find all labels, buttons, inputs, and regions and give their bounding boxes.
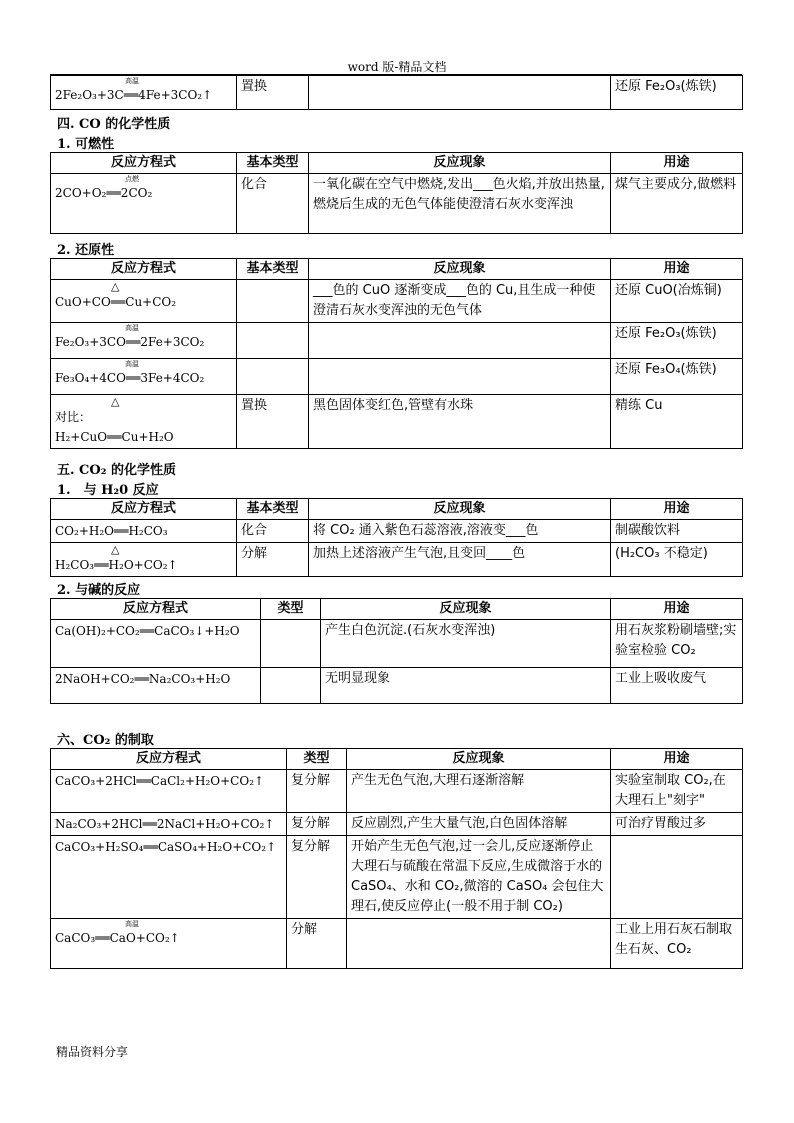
reaction-condition: 高温: [125, 324, 139, 332]
equation-cell: [51, 323, 237, 359]
equation-cell: [51, 174, 237, 234]
col-header-phenomenon: 反应现象: [309, 153, 611, 174]
use-cell: 煤气主要成分,做燃料: [611, 174, 743, 234]
subsection-title: 1. 可燃性: [57, 137, 115, 152]
reaction-condition: 点燃: [125, 175, 139, 183]
equation-cell: [51, 620, 261, 668]
col-header-use: 用途: [611, 499, 743, 520]
use-cell: 还原 Fe₃O₄(炼铁): [611, 359, 743, 395]
equation-text: Ca(OH)₂+CO₂══CaCO₃↓+H₂O: [55, 624, 240, 638]
use-cell: 还原 CuO(冶炼铜): [611, 280, 743, 323]
preparation-table: [50, 748, 743, 969]
table-header-row: [51, 499, 743, 520]
type-cell: 化合: [237, 520, 309, 543]
equation-text: CuO+CO══Cu+CO₂: [55, 295, 177, 309]
equation-text: H₂CO₃══H₂O+CO₂↑: [55, 558, 178, 572]
col-header-type: 类型: [287, 749, 347, 770]
table-row: [51, 668, 743, 704]
table-row: [51, 323, 743, 359]
phenomenon-cell: 将 CO₂ 通入紫色石蕊溶液,溶液变___色: [309, 520, 611, 543]
table-row: [51, 813, 743, 836]
phenomenon-cell: 黑色固体变红色,管壁有水珠: [309, 395, 611, 449]
phenomenon-cell: 加热上述溶液产生气泡,且变回____色: [309, 543, 611, 577]
equation-cell: [51, 919, 287, 969]
type-cell: 置换: [237, 76, 309, 110]
col-header-type: 基本类型: [237, 499, 309, 520]
col-header-use: 用途: [611, 153, 743, 174]
type-cell: [237, 323, 309, 359]
table-row: [51, 359, 743, 395]
type-cell: [261, 668, 321, 704]
equation-text: 2CO+O₂══2CO₂: [55, 186, 153, 200]
page-footer: 精品资料分享: [56, 1045, 129, 1059]
phenomenon-cell: 产生无色气泡,大理石逐渐溶解: [347, 770, 611, 813]
equation-text: Fe₂O₃+3CO══2Fe+3CO₂: [55, 335, 205, 349]
col-header-equation: 反应方程式: [51, 599, 261, 620]
equation-cell: [51, 395, 237, 449]
use-cell: (H₂CO₃ 不稳定): [611, 543, 743, 577]
phenomenon-cell: [309, 359, 611, 395]
equation-text: CO₂+H₂O══H₂CO₃: [55, 524, 168, 538]
reaction-condition: △: [111, 543, 120, 556]
table-row: [51, 520, 743, 543]
equation-text: CaCO₃+H₂SO₄══CaSO₄+H₂O+CO₂↑: [55, 840, 277, 854]
reaction-condition: △: [111, 395, 120, 408]
reaction-condition: △: [111, 280, 120, 293]
equation-cell: [51, 359, 237, 395]
col-header-equation: 反应方程式: [51, 499, 237, 520]
phenomenon-cell: [309, 323, 611, 359]
type-cell: 分解: [237, 543, 309, 577]
section-title: 五. CO₂ 的化学性质: [57, 463, 176, 478]
use-cell: [611, 836, 743, 919]
equation-text: 2NaOH+CO₂══Na₂CO₃+H₂O: [55, 672, 231, 686]
reaction-condition: 高温: [125, 360, 139, 368]
phenomenon-cell: 开始产生无色气泡,过一会儿,反应逐渐停止 大理石与硫酸在常温下反应,生成微溶于水的 CaSO₄、水和 CO₂,微溶的 CaSO₄ 会包住大理石,使反应停止(一般不用于制 CO₂): [347, 836, 611, 919]
table-row: [51, 543, 743, 577]
use-cell: 制碳酸饮料: [611, 520, 743, 543]
table-header-row: [51, 599, 743, 620]
subsection-title: 1. 与 H₂0 反应: [57, 483, 159, 498]
col-header-use: 用途: [611, 599, 743, 620]
col-header-type: 基本类型: [237, 259, 309, 280]
equation-cell: [51, 836, 287, 919]
table-row: [51, 770, 743, 813]
phenomenon-cell: [347, 919, 611, 969]
phenomenon-cell: 产生白色沉淀.(石灰水变浑浊): [321, 620, 611, 668]
use-cell: 可治疗胃酸过多: [611, 813, 743, 836]
phenomenon-cell: 一氧化碳在空气中燃烧,发出___色火焰,并放出热量,燃烧后生成的无色气体能使澄清石灰水变浑浊: [309, 174, 611, 234]
col-header-type: 类型: [261, 599, 321, 620]
reaction-condition: 高温: [125, 920, 139, 928]
section-title: 六、CO₂ 的制取: [57, 733, 154, 748]
col-header-equation: 反应方程式: [51, 259, 237, 280]
equation-text: 对比： H₂+CuO══Cu+H₂O: [55, 410, 174, 444]
col-header-phenomenon: 反应现象: [309, 259, 611, 280]
table-row: [51, 836, 743, 919]
col-header-use: 用途: [611, 749, 743, 770]
col-header-use: 用途: [611, 259, 743, 280]
equation-cell: [51, 813, 287, 836]
use-cell: 还原 Fe₂O₃(炼铁): [611, 76, 743, 110]
equation-cell: [51, 543, 237, 577]
equation-text: CaCO₃+2HCl══CaCl₂+H₂O+CO₂↑: [55, 774, 265, 788]
type-cell: 复分解: [287, 813, 347, 836]
type-cell: [237, 280, 309, 323]
equation-text: CaCO₃══CaO+CO₂↑: [55, 931, 180, 945]
equation-text: Na₂CO₃+2HCl══2NaCl+H₂O+CO₂↑: [55, 817, 275, 831]
table-header-row: [51, 259, 743, 280]
phenomenon-cell: [309, 76, 611, 110]
col-header-type: 基本类型: [237, 153, 309, 174]
reduction-table: [50, 258, 743, 449]
use-cell: 实验室制取 CO₂,在大理石上"刻字": [611, 770, 743, 813]
table-row: [51, 919, 743, 969]
phenomenon-cell: 反应剧烈,产生大量气泡,白色固体溶解: [347, 813, 611, 836]
col-header-phenomenon: 反应现象: [347, 749, 611, 770]
type-cell: [237, 359, 309, 395]
col-header-equation: 反应方程式: [51, 153, 237, 174]
equation-cell: 高温 2Fe₂O₃+3C══4Fe+3CO₂↑: [51, 76, 237, 110]
equation-text: Fe₃O₄+4CO══3Fe+4CO₂: [55, 371, 205, 385]
col-header-equation: 反应方程式: [51, 749, 287, 770]
use-cell: 工业上用石灰石制取生石灰、CO₂: [611, 919, 743, 969]
table-row: [51, 174, 743, 234]
table-header-row: [51, 153, 743, 174]
table-row: [51, 620, 743, 668]
continuation-table: [50, 75, 743, 110]
type-cell: 复分解: [287, 836, 347, 919]
type-cell: 复分解: [287, 770, 347, 813]
combustion-table: [50, 152, 743, 234]
table-row: [51, 76, 743, 110]
equation-cell: [51, 520, 237, 543]
table-row: [51, 280, 743, 323]
equation-cell: [51, 280, 237, 323]
table-header-row: [51, 749, 743, 770]
subsection-title: 2. 还原性: [57, 243, 115, 258]
use-cell: 精练 Cu: [611, 395, 743, 449]
col-header-phenomenon: 反应现象: [309, 499, 611, 520]
equation-cell: [51, 770, 287, 813]
equation-cell: [51, 668, 261, 704]
table-row: [51, 395, 743, 449]
col-header-phenomenon: 反应现象: [321, 599, 611, 620]
phenomenon-cell: ___色的 CuO 逐渐变成___色的 Cu,且生成一种使澄清石灰水变浑浊的无色气体: [309, 280, 611, 323]
use-cell: 用石灰浆粉刷墙壁;实验室检验 CO₂: [611, 620, 743, 668]
type-cell: 置换: [237, 395, 309, 449]
type-cell: 化合: [237, 174, 309, 234]
water-reaction-table: [50, 498, 743, 577]
use-cell: 工业上吸收废气: [611, 668, 743, 704]
section-title: 四. CO 的化学性质: [57, 117, 171, 132]
phenomenon-cell: 无明显现象: [321, 668, 611, 704]
type-cell: 分解: [287, 919, 347, 969]
use-cell: 还原 Fe₂O₃(炼铁): [611, 323, 743, 359]
subsection-title: 2. 与碱的反应: [57, 583, 141, 598]
type-cell: [261, 620, 321, 668]
page-header: word 版-精品文档: [347, 60, 447, 74]
alkali-reaction-table: [50, 598, 743, 704]
